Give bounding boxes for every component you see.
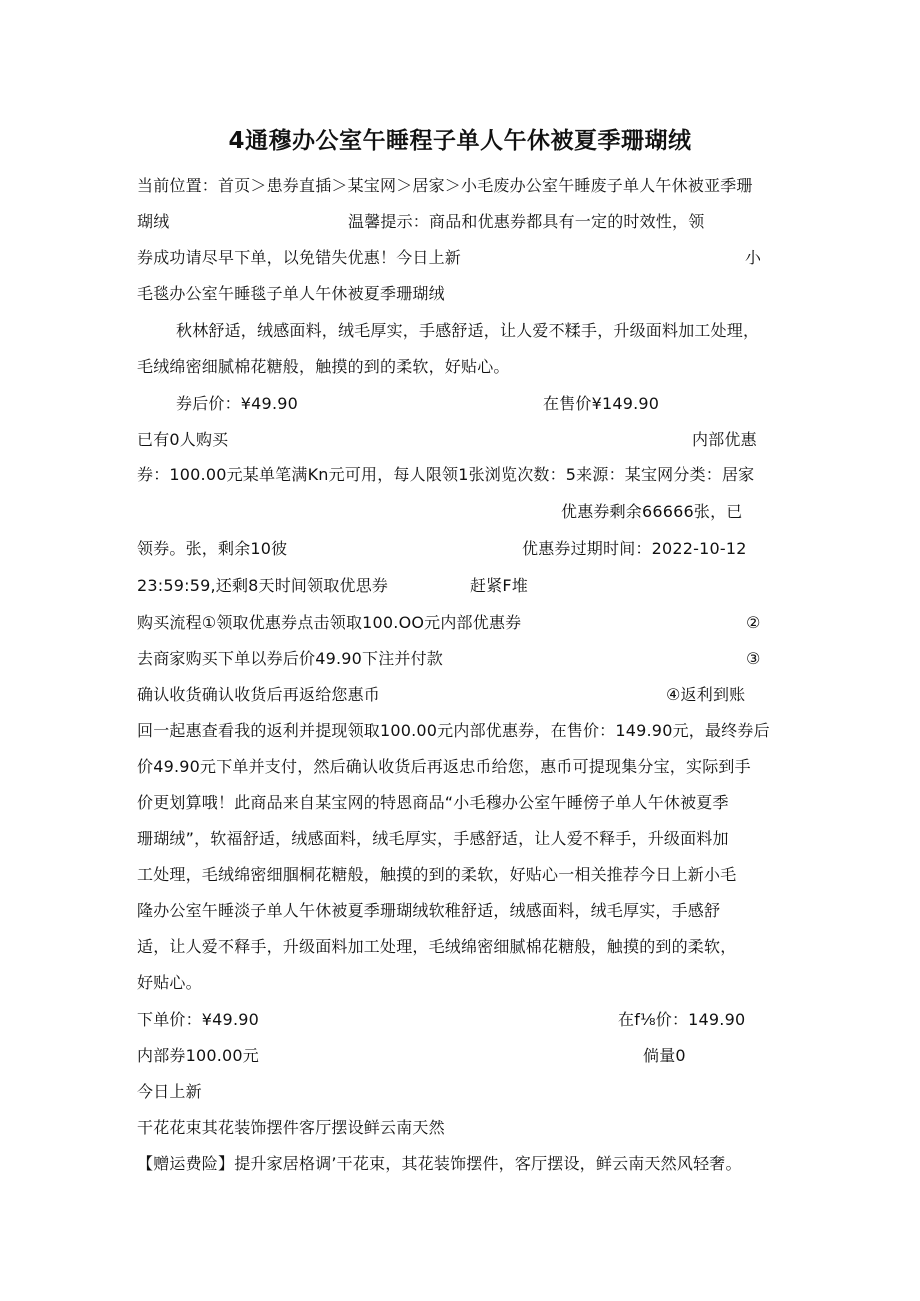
description-line: 毛绒绵密细腻棉花糖般，触摸的到的柔软，好贴心。: [137, 357, 510, 376]
purchase-step: 确认收货确认收货后再返给您惠币: [137, 685, 381, 704]
text-line: 瑚绒: [137, 212, 170, 231]
text-line: 赶紧F堆: [470, 576, 529, 595]
purchase-count: 已有0人购买: [137, 430, 229, 449]
document-title: 4通穆办公室午睡程子单人午休被夏季珊瑚绒: [228, 128, 692, 154]
product-description: 【赠运费险】提升家居格调’干花束，其花装饰摆件，客厅摆设，鲜云南天然风轻奢。: [137, 1154, 742, 1173]
notice-text: 温馨提示：商品和优惠券都具有一定的时效性，领: [348, 212, 705, 231]
coupon-expiry: 优惠券过期时间：2022-10-12: [522, 539, 747, 558]
product-name: 干花花束其花装饰摆件客厅摆设鲜云南天然: [137, 1118, 445, 1137]
sales-volume: 倘量0: [643, 1046, 686, 1065]
body-line: 隆办公室午睡淡子单人午休被夏季珊瑚绒软稚舒适，绒感面料，绒毛厚实，手感舒: [137, 901, 721, 920]
body-line: 回一起惠查看我的返利并提现领取100.00元内部优惠券，在售价：149.90元，最终券后: [137, 721, 770, 740]
purchase-step: 去商家购买下单以券后价49.90下注并付款: [137, 649, 444, 668]
body-line: 珊瑚绒”，软福舒适，绒感面料，绒毛厚实，手感舒适，让人爱不释手，升级面料加: [137, 829, 729, 848]
coupon-info: 券：100.00元某单笔满Kn元可用，每人限领1张浏览次数：5来源：某宝网分类：居家: [137, 465, 755, 484]
section-heading: 今日上新: [137, 1082, 202, 1101]
purchase-step: ④返利到账: [666, 685, 746, 704]
body-line: 适，让人爱不释手，升级面料加工处理，毛绒绵密细腻棉花糖般，触摸的到的柔软，: [137, 937, 737, 956]
breadcrumb-line: 当前位置：首页＞患券直插＞某宝网＞居家＞小毛废办公室午睡废子单人午休被亚季珊: [137, 176, 753, 195]
text-line: 券成功请尽早下单，以免错失优惠！今日上新: [137, 248, 462, 267]
internal-coupon: 内部券100.00元: [137, 1046, 259, 1065]
order-price: 下单价：¥49.90: [137, 1010, 259, 1029]
body-line: 工处理，毛绒绵密细腘桐花糖般，触摸的到的柔软，好贴心一相关推荐今日上新小毛: [137, 865, 737, 884]
body-line: 好贴心。: [137, 973, 202, 992]
text-line: 小: [745, 248, 762, 267]
coupon-price: 券后价：¥49.90: [176, 394, 298, 413]
body-line: 价49.90元下单并支付，然后确认收货后再返忠币给您，惠币可提现集分宝，实际到手: [137, 757, 751, 776]
product-name: 毛毯办公室午睡毯子单人午休被夏季珊瑚绒: [137, 284, 445, 303]
text-line: 内部优惠: [692, 430, 757, 449]
body-line: 价更划算哦！此商品来自某宝网的特恩商品“小毛穆办公室午睡傍子单人午休被夏季: [137, 793, 729, 812]
coupon-remaining: 优惠券剩余66666张，已: [561, 502, 743, 521]
text-line: 23:59:59,还剩8天时间领取优思券: [137, 576, 389, 595]
step-marker: ③: [746, 649, 761, 668]
sale-price: 在f⅛价：149.90: [618, 1010, 746, 1029]
text-line: 领券。张，剩余10彼: [137, 539, 288, 558]
step-marker: ②: [746, 613, 761, 632]
description-line: 秋林舒适，绒感面料，绒毛厚实，手感舒适，让人爱不糅手，升级面料加工处理，: [176, 321, 760, 340]
sale-price: 在售价¥149.90: [543, 394, 660, 413]
purchase-step: 购买流程①领取优惠券点击领取100.OO元内部优惠券: [137, 613, 522, 632]
